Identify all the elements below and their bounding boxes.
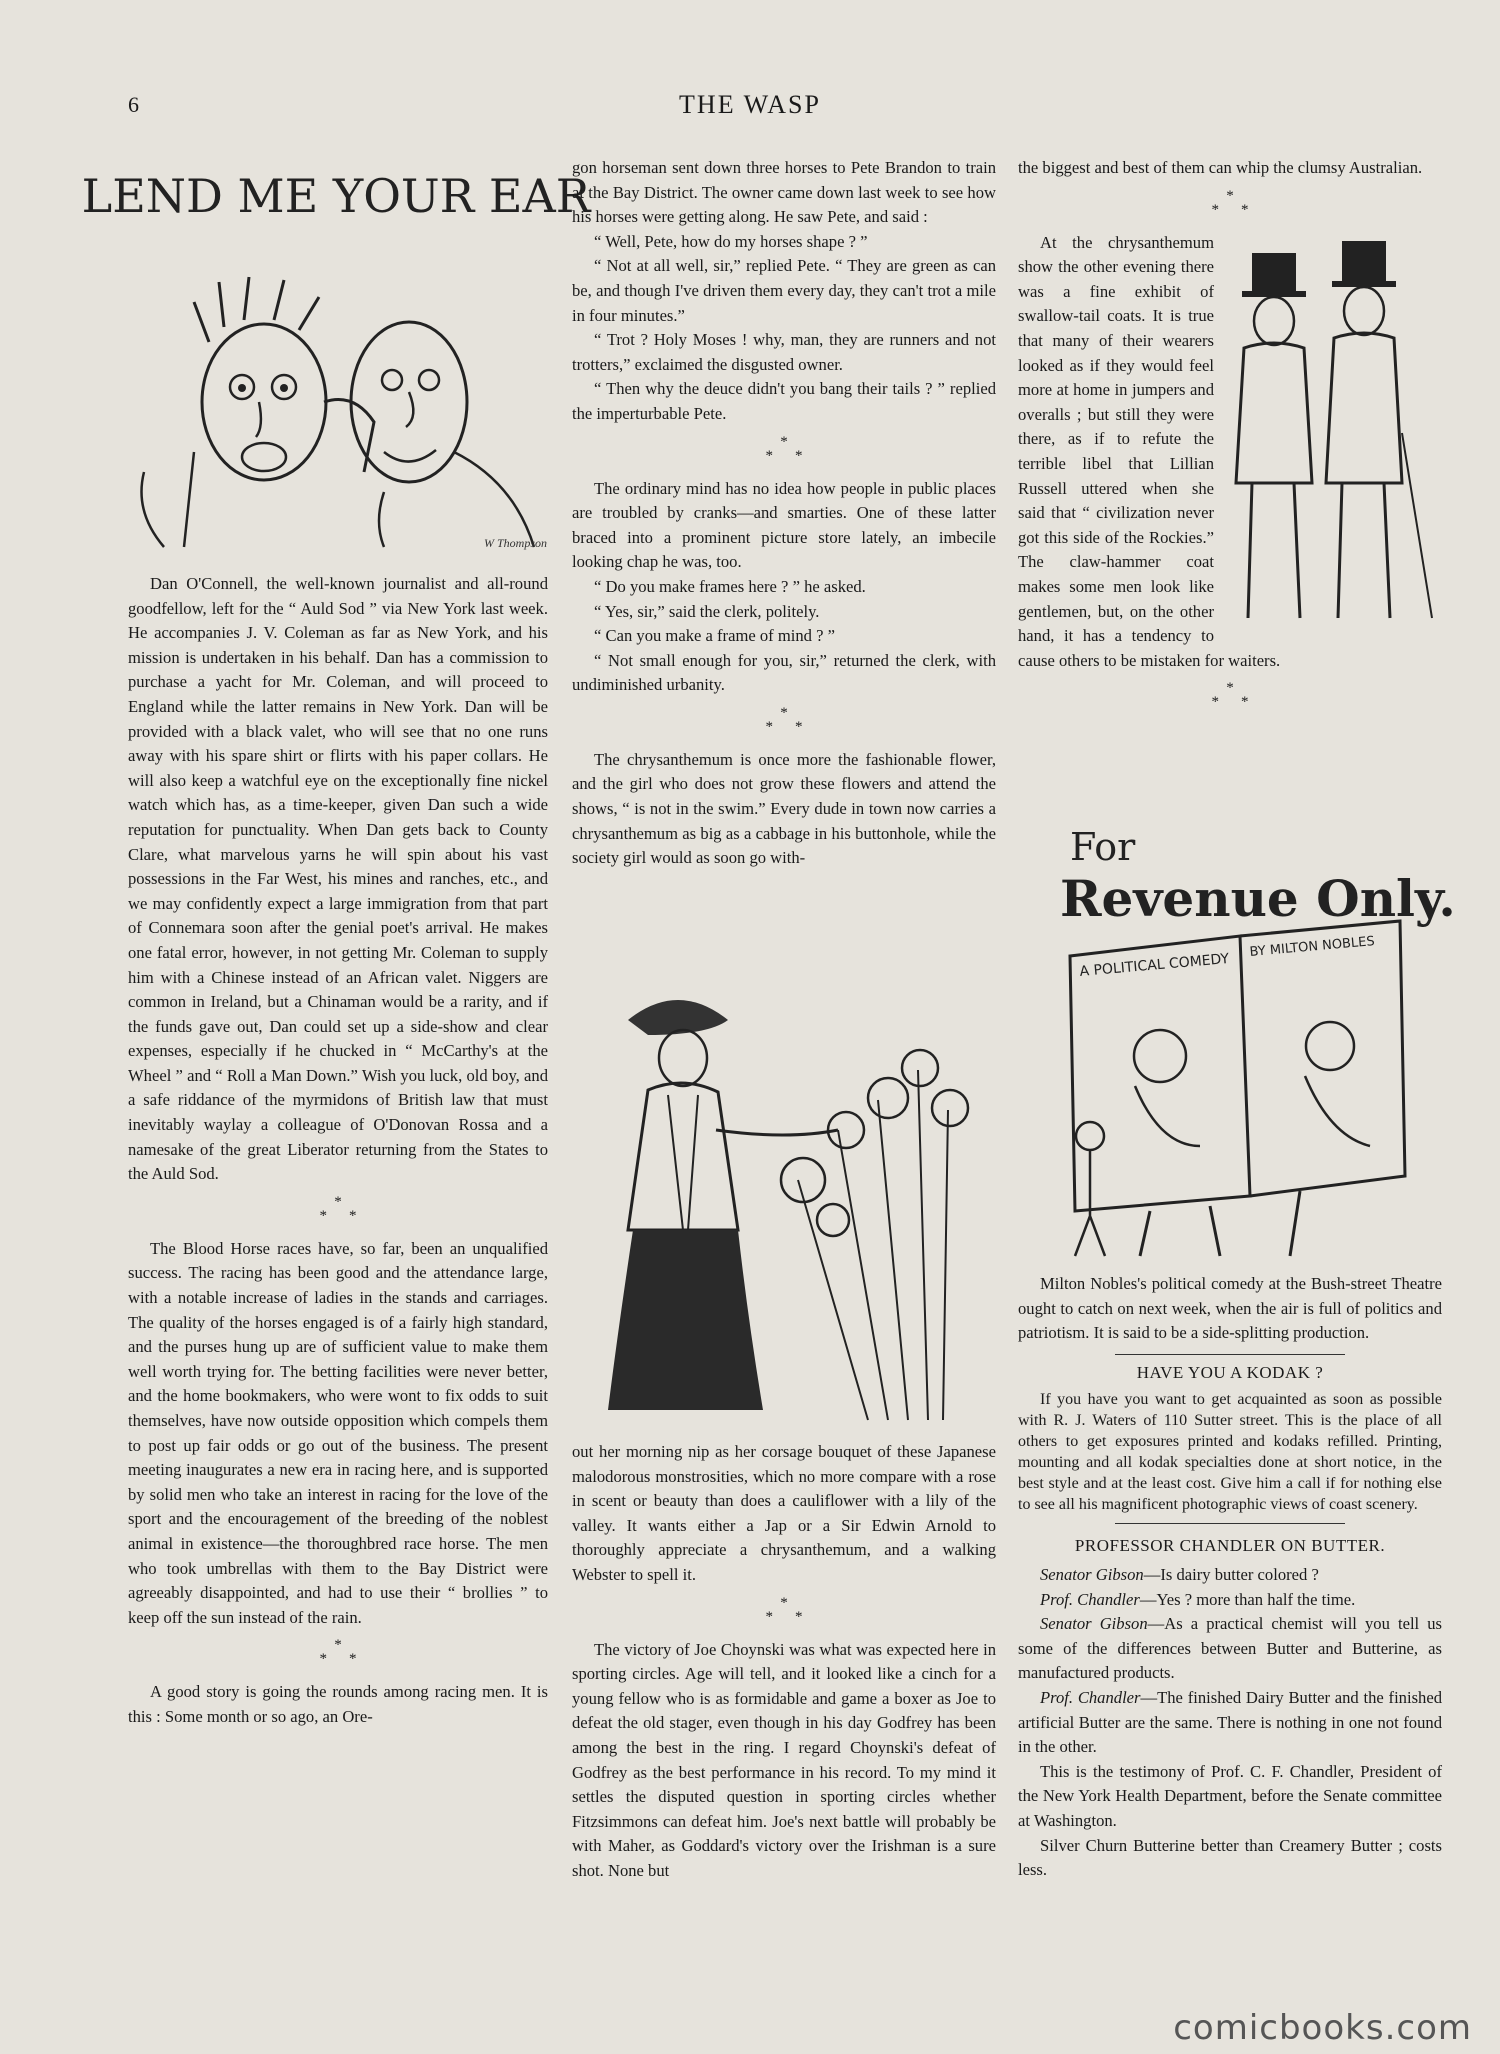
revenue-sign-right: BY MILTON NOBLES (1249, 934, 1376, 960)
dialogue-line: Prof. Chandler—Yes ? more than half the time. (1040, 1589, 1356, 1609)
section-divider-stars: * ** (765, 433, 825, 464)
kodak-ad-text: If you have you want to get acquainted as soon as possible with R. J. Waters of 110 Sutter street. This is the place of all others to get exposures printed and kodaks refilled. Printing, mounting and all kodak specialties done at short notice, in the best style and at the least cost. Give him a call if for nothing else to see all his magnificent photographic views of coast scenery. (1018, 1391, 1442, 1514)
paragraph: out her morning nip as her corsage bouquet of these Japanese malodorous monstrosities, which no more compare with a rose in scent or beauty than does a cauliflower with a lily of the valley. It wants either a Jap or a Sir Edwin Arnold to thoroughly appreciate a chrysanthemum, and a walking Webster to spell it. (572, 1442, 996, 1584)
revenue-sign-left: A POLITICAL COMEDY (1078, 950, 1230, 980)
column-1 (128, 572, 548, 1730)
masthead-title: THE WASP (679, 90, 821, 119)
for-revenue-only-illustration (1050, 816, 1456, 1256)
speaker: Prof. Chandler (1040, 1589, 1140, 1609)
dialogue-line: Senator Gibson—As a practical chemist will you tell us some of the differences between Butter and Butterine, as manufactured products. (1018, 1614, 1442, 1683)
chrysanthemum-woman-illustration (588, 980, 988, 1420)
illustration-signature: W Thompson (484, 536, 548, 550)
speaker: Senator Gibson (1040, 1614, 1148, 1634)
paragraph: The chrysanthemum is once more the fashionable flower, and the girl who does not grow these flowers and attend the shows, “ is not in the swim.” Every dude in town now carries a chrysanthemum as big as a cabbage in his buttonhole, while the society girl would as soon go with- (572, 749, 996, 868)
swallow-tail-gentlemen-illustration (1222, 233, 1442, 631)
paragraph: Silver Churn Butterine better than Creamery Butter ; costs less. (1018, 1835, 1442, 1880)
paragraph: “ Not at all well, sir,” replied Pete. “ They are green as can be, and though I've driven them every day, they can't trot a mile in four minutes.” (572, 256, 996, 325)
section-divider-stars: * ** (765, 1594, 825, 1625)
paragraph: A good story is going the rounds among racing men. It is this : Some month or so ago, an Ore- (128, 1682, 548, 1726)
paragraph: “ Then why the deuce didn't you bang their tails ? ” replied the imperturbable Pete. (572, 379, 996, 423)
paragraph: “ Well, Pete, how do my horses shape ? ” (594, 231, 868, 251)
dialogue-line: Prof. Chandler—The finished Dairy Butter and the finished artificial Butter are the same. There is nothing in one not found in the other. (1018, 1687, 1442, 1757)
section-divider-stars: * ** (319, 1193, 379, 1224)
watermark: comicbooks.com (1173, 2008, 1472, 2048)
paragraph: “ Do you make frames here ? ” he asked. (594, 576, 866, 596)
paragraph: Dan O'Connell, the well-known journalist and all-round goodfellow, left for the “ Auld Sod ” via New York last week. He accompanies J. V. Coleman as far as New York, and his mission is undertaken in his behalf. Dan has a commission to purchase a yacht for Mr. Coleman, and will proceed to England while the latter remains in New York. Dan will be provided with a black valet, who will see that no one runs away with his spare shirt or flirts with his paper collars. He will also keep a watchful eye on the exceptionally fine nickel watch which has, as a time-keeper, given Dan such a wide reputation for punctuality. When Dan gets back to County Clare, what marvelous yarns he will spin about his vast possessions in the Far West, his mines and ranches, etc., and we may confidently expect a large immigration from that part of Connemara soon after the genial poet's arrival. He makes one fatal error, however, in not getting Mr. Coleman to supply him with a Chinese instead of an African valet. Niggers are common in Ireland, but a Chinaman would be a rarity, and if the funds gave out, Dan could set up a side-show and clear expenses, especially if he chucked in “ McCarthy's at the Wheel ” and “ Roll a Man Down.” Wish you luck, old boy, and a safe riddance of the myrmidons of British law that must inevitably waylay a colleague of O'Donovan Rossa and a namesake of the great Liberator returning from the States to the Auld Sod. (128, 574, 548, 1184)
column-3-bottom (1018, 1272, 1442, 1883)
revenue-title-main: Revenue Only. (1060, 869, 1456, 928)
section-divider-stars: * ** (1211, 187, 1271, 218)
dialogue-line: Senator Gibson—Is dairy butter colored ? (1040, 1564, 1319, 1584)
paragraph: the biggest and best of them can whip the clumsy Australian. (1018, 158, 1423, 177)
page-number: 6 (128, 92, 139, 117)
speaker: Prof. Chandler (1040, 1687, 1141, 1707)
paragraph: The Blood Horse races have, so far, been an unqualified success. The racing has been good and the attendance large, with a notable increase of ladies in the stands and carriages. The quality of the horses engaged is of a fairly high standard, and the purses hung up are of sufficient value to make them well worth trying for. The betting facilities were never better, and the home bookmakers, who were wont to fix odds to suit themselves, have now outside opposition which compels them to post up fair odds or go out of the business. The present meeting inaugurates a new era in racing here, and is supported by solid men who take an interest in racing for the love of the sport and the encouragement of the breeding of the noblest animal in existence—the thoroughbred race horse. The men who took umbrellas with them to the Bay District were agreeably disappointed, and had to use their “ brollies ” to keep off the sun instead of the rain. (128, 1238, 548, 1627)
speaker: Senator Gibson (1040, 1564, 1144, 1584)
section-divider-stars: * ** (319, 1637, 379, 1668)
paragraph: “ Trot ? Holy Moses ! why, man, they are runners and not trotters,” exclaimed the disgusted owner. (572, 330, 996, 374)
section-divider-stars: * ** (1211, 680, 1271, 711)
paragraph: This is the testimony of Prof. C. F. Chandler, President of the New York Health Department, before the Senate committee at Washington. (1018, 1761, 1442, 1830)
column-2-bottom (572, 1440, 996, 1884)
paragraph: gon horseman sent down three horses to Pete Brandon to train at the Bay District. The owner came down last week to see how his horses were getting along. He saw Pete, and said : (572, 158, 996, 227)
paragraph: “ Yes, sir,” said the clerk, politely. (594, 601, 820, 621)
paragraph: The victory of Joe Choynski was what was expected here in sporting circles. Age will tell, and it looked like a cinch for a young fellow who is as formidable and game a boxer as Joe to defeat the old stager, even though in his day Godfrey has been among the best in the ring. I regard Choynski's defeat of Godfrey as the best performance in his record. To my mind it settles the disputed question in sporting circles whether Fitzsimmons can defeat him. Joe's next battle will probably be with Maher, as Goddard's victory over the Irishman is a sure shot. None but (572, 1639, 996, 1880)
divider-rule (1115, 1354, 1345, 1355)
lend-me-your-ear-title: LEND ME YOUR EAR (81, 169, 591, 223)
paragraph: Milton Nobles's political comedy at the Bush-street Theatre ought to catch on next week, when the air is full of politics and patriotism. It is said to be a side-splitting production. (1018, 1274, 1442, 1343)
column-2-top (572, 156, 996, 871)
paragraph: “ Can you make a frame of mind ? ” (594, 626, 835, 646)
paragraph: “ Not small enough for you, sir,” returned the clerk, with undiminished urbanity. (572, 650, 996, 695)
revenue-title-for: For (1070, 825, 1136, 869)
lend-me-your-ear-illustration (81, 152, 591, 552)
column-3-top (1018, 156, 1442, 723)
kodak-heading: HAVE YOU A KODAK ? (1136, 1362, 1324, 1382)
divider-rule (1115, 1523, 1345, 1524)
paragraph: The ordinary mind has no idea how people in public places are troubled by cranks—and smarties. One of these latter braced into a prominent picture store lately, an imbecile looking chap he was, too. (572, 478, 996, 572)
section-divider-stars: * ** (765, 704, 825, 735)
chandler-heading: PROFESSOR CHANDLER ON BUTTER. (1074, 1536, 1386, 1556)
paragraph: At the chrysanthemum show the other evening there was a fine exhibit of swallow-tail coats. It is true that many of their wearers looked as if they would feel more at home in jumpers and overalls ; but still they were there, as if to refute the terrible libel that Lillian Russell uttered when she said that “ civilization never got this side of the Rockies.” The claw-hammer coat makes some men look like gentlemen, but, on the other hand, it has a tendency to cause others to be mistaken for waiters. (1018, 232, 1281, 670)
